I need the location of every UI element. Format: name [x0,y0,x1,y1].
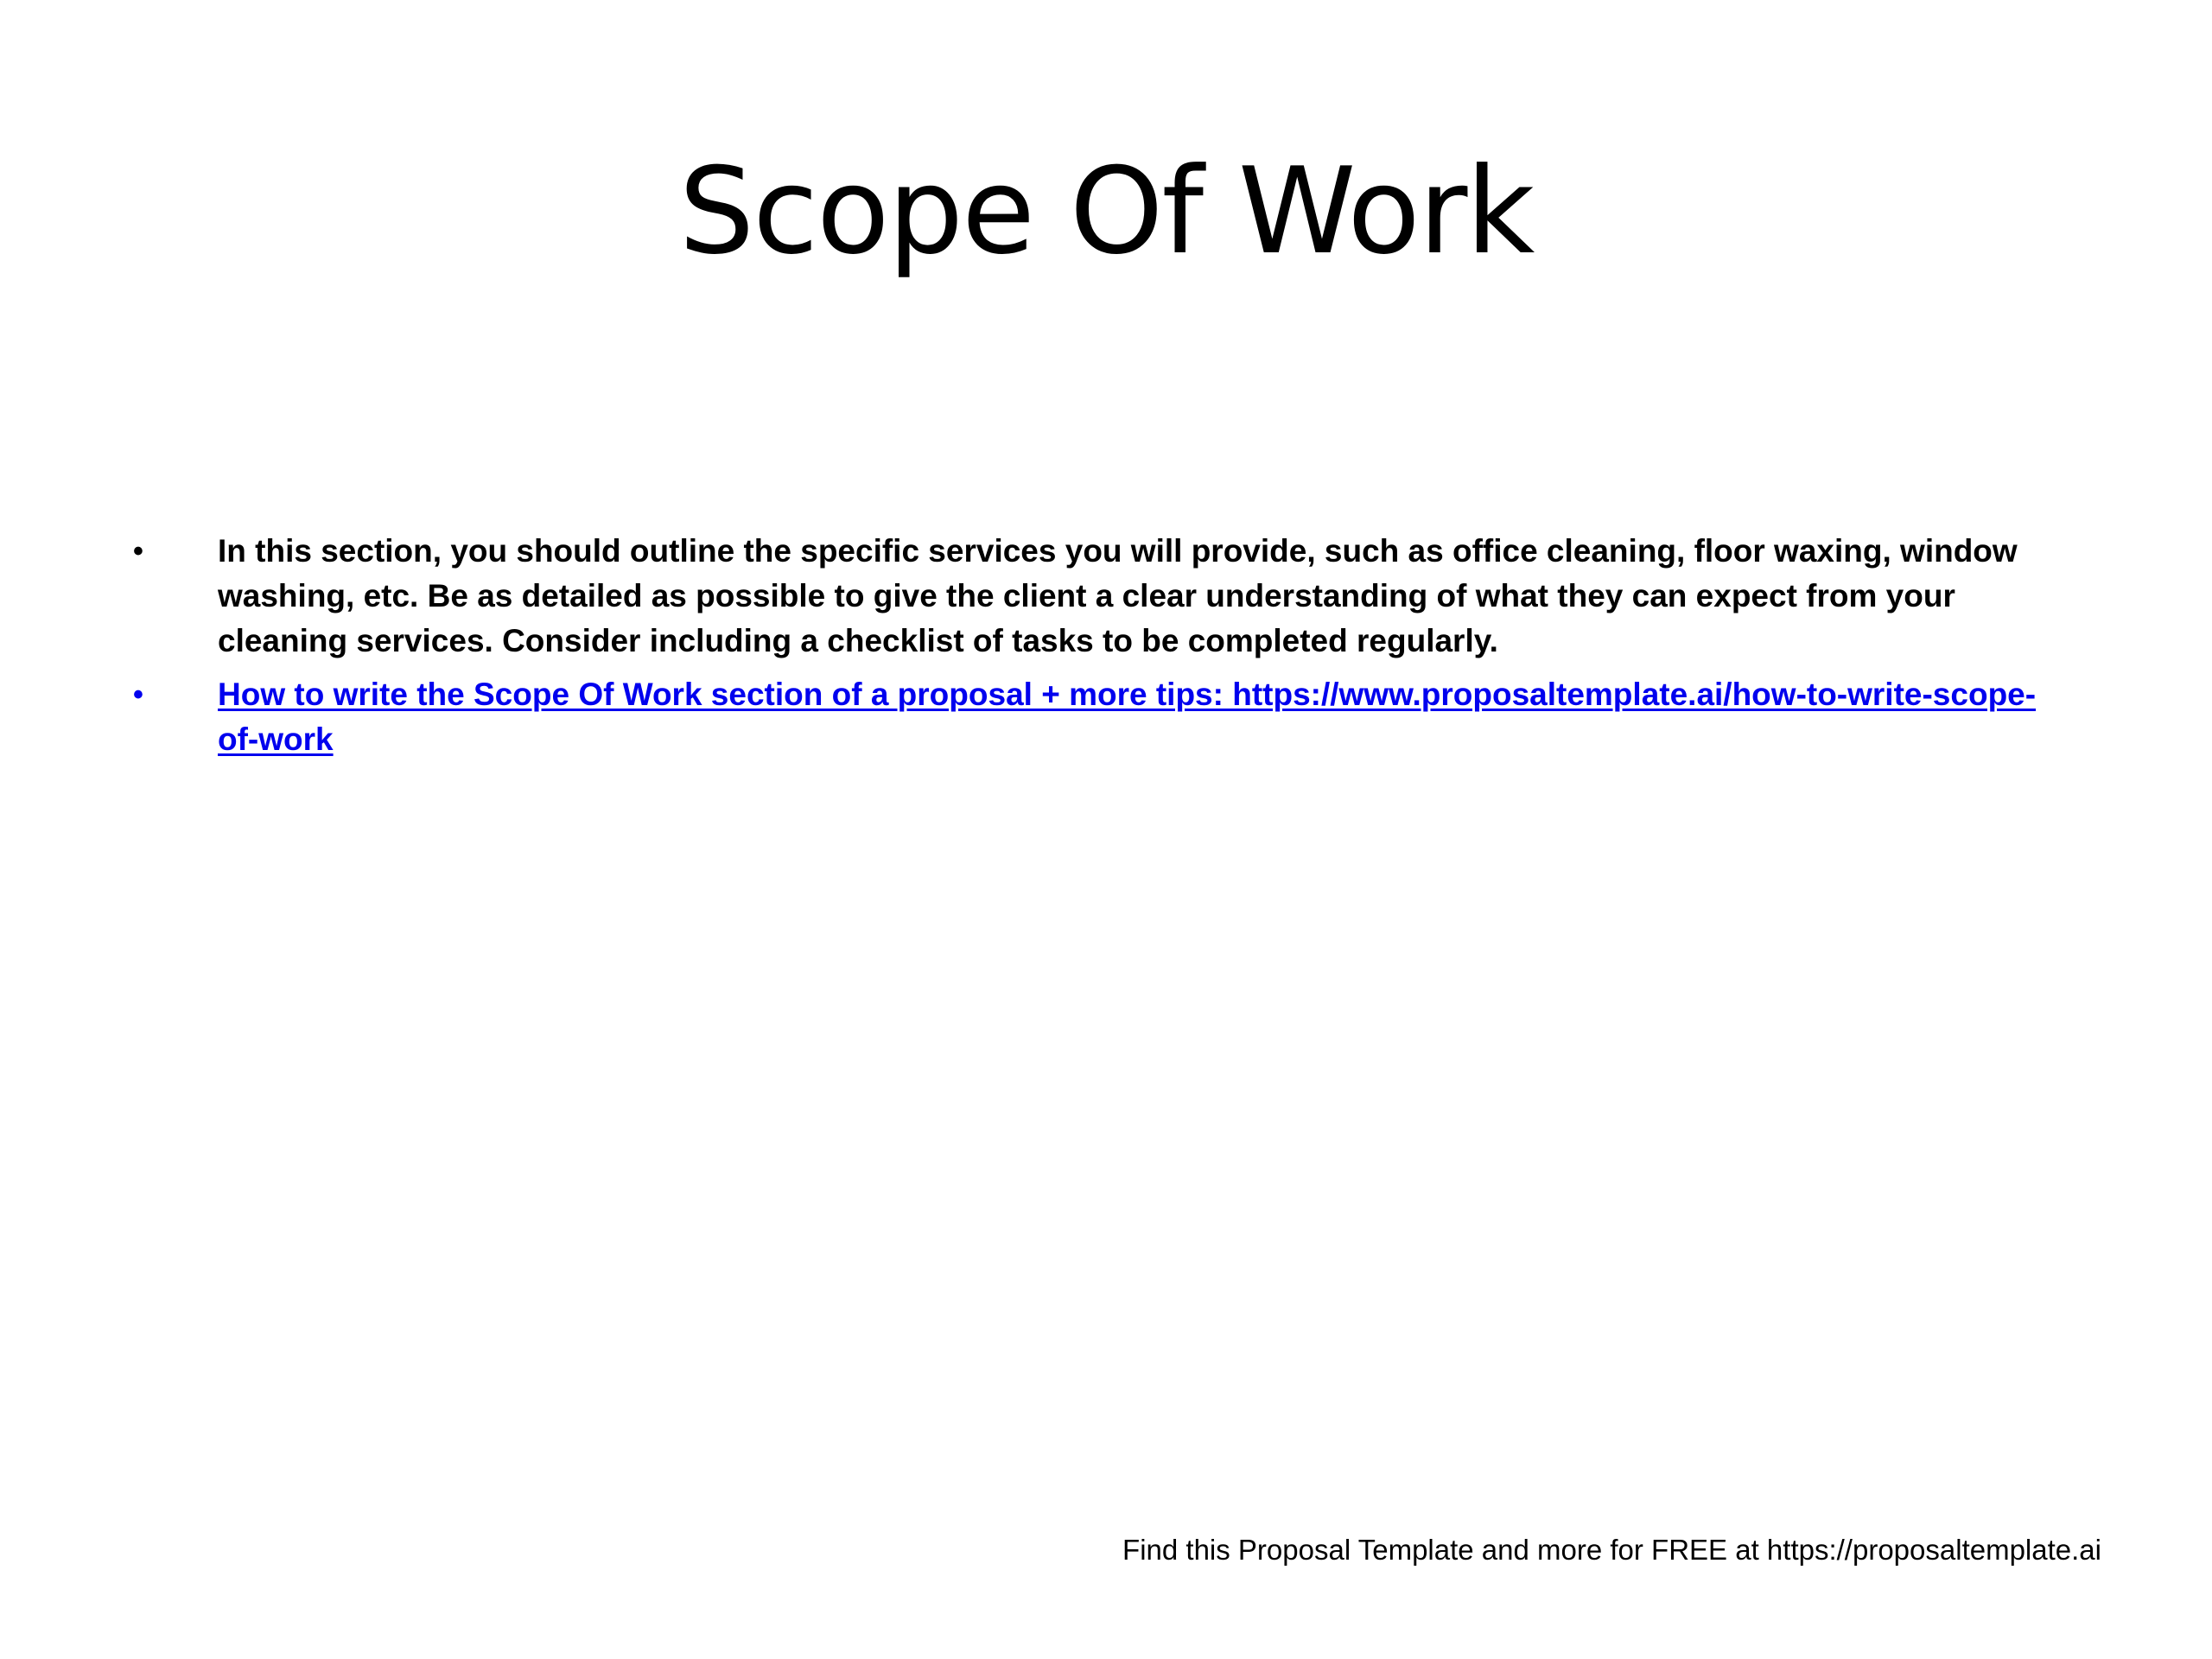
how-to-link[interactable]: How to write the Scope Of Work section of a proposal + more tips: https://www.proposaltemplate.ai/how-to-write-scope-of-work [218,677,2037,757]
section-description: In this section, you should outline the specific services you will provide, such as office cleaning, floor waxing, window washing, etc. Be as detailed as possible to give the client a clear understanding of what they can expect from your cleaning services. Consider including a checklist of tasks to be completed regularly. [218,533,2018,658]
bullet-icon: • [133,678,143,711]
bullet-list [130,529,2056,771]
slide-title: Scope Of Work [678,142,1534,281]
list-item [130,672,2056,762]
bullet-icon: • [133,535,143,568]
footer-note: Find this Proposal Template and more for FREE at https://proposaltemplate.ai [1122,1534,2101,1566]
list-item [130,529,2056,664]
